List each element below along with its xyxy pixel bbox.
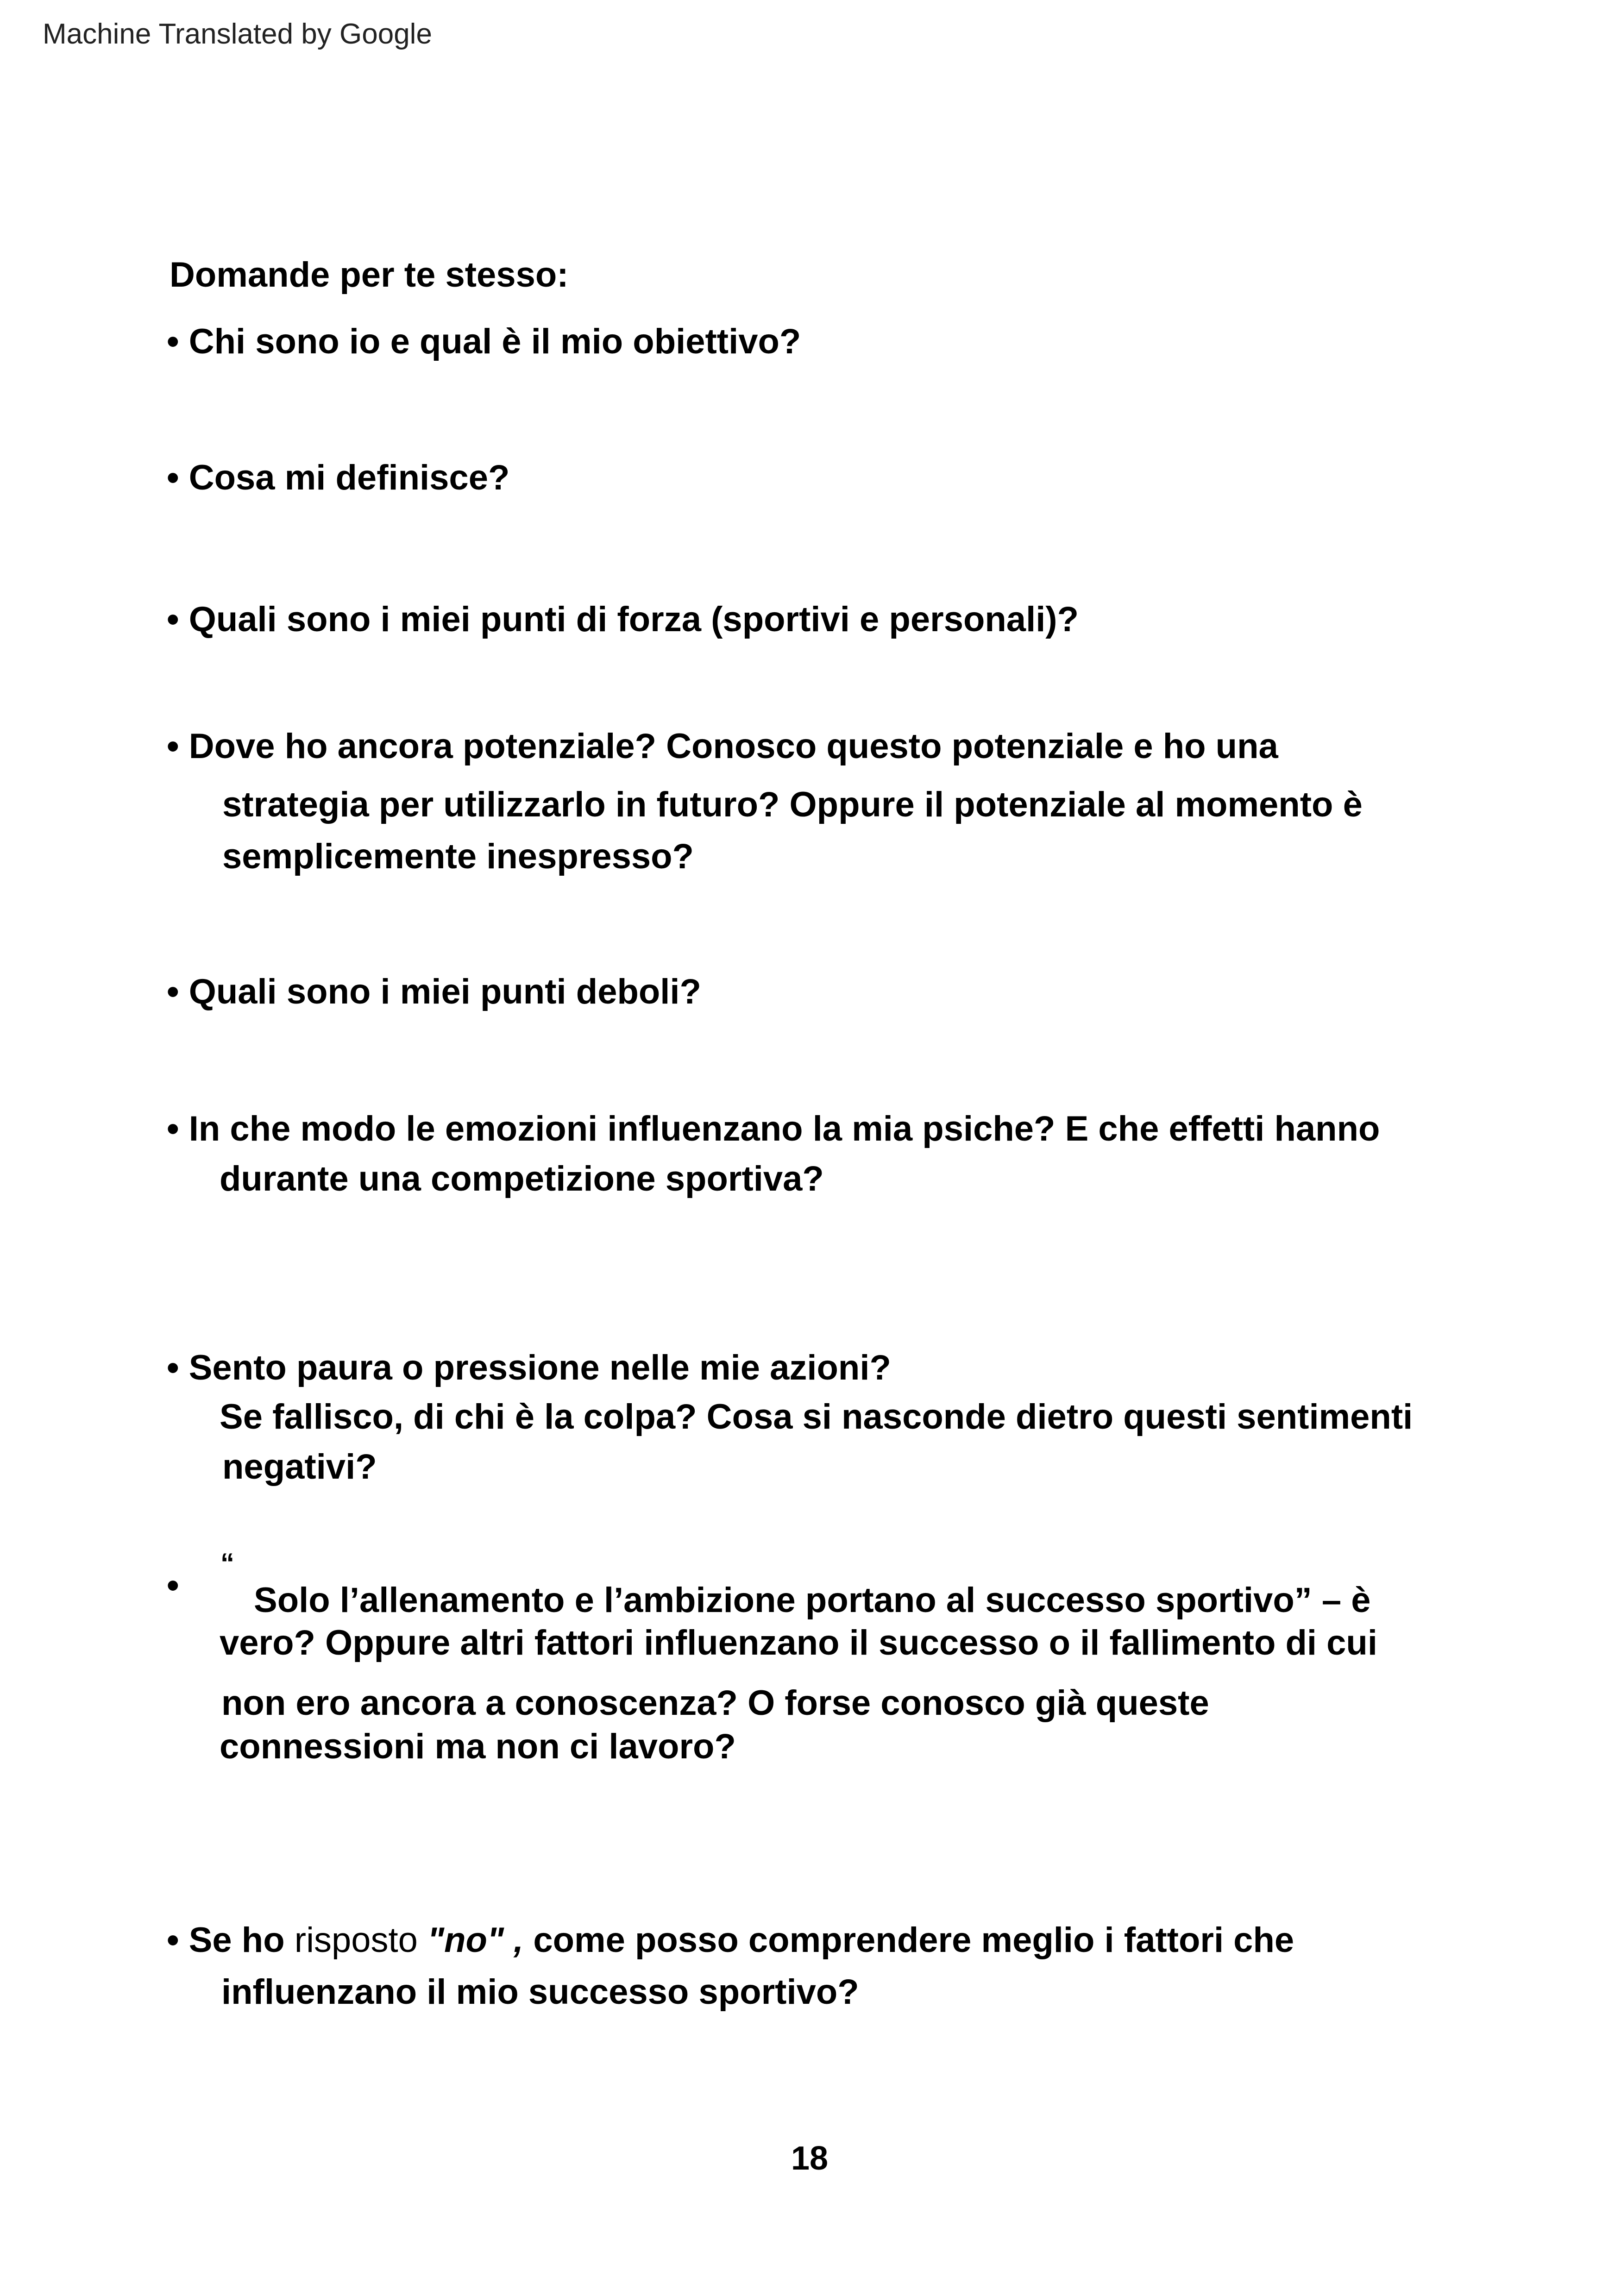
question-7-line-2: Se fallisco, di chi è la colpa? Cosa si nasconde dietro questi sentimenti: [220, 1397, 1413, 1437]
question-9-line-2: influenzano il mio successo sportivo?: [221, 1972, 859, 2012]
question-text-answered: risposto: [294, 1920, 418, 1960]
question-1: [167, 324, 801, 359]
question-8-line-4: connessioni ma non ci lavoro?: [220, 1727, 736, 1766]
question-9-line-1: [167, 1920, 1294, 1960]
machine-translation-note: Machine Translated by Google: [43, 18, 432, 50]
question-8-line-3: non ero ancora a conoscenza? O forse conosco già queste: [221, 1683, 1209, 1723]
bullet: •: [167, 322, 179, 361]
question-text: Quali sono i miei punti deboli?: [188, 972, 701, 1011]
question-6-line-1: [167, 1111, 1380, 1147]
bullet: •: [167, 458, 179, 497]
question-4-line-3: semplicemente inespresso?: [222, 837, 694, 876]
open-quote-mark: “: [220, 1548, 234, 1579]
question-text-end: come posso comprendere meglio i fattori che: [533, 1920, 1294, 1960]
question-text: Quali sono i miei punti di forza (sportivi e personali)?: [188, 600, 1079, 639]
question-8-line-2: vero? Oppure altri fattori influenzano il successo o il fallimento di cui: [220, 1623, 1377, 1662]
bullet: •: [167, 600, 179, 639]
question-4-line-2: strategia per utilizzarlo in futuro? Oppure il potenziale al momento è: [222, 785, 1363, 824]
answer-no: "no" ,: [427, 1920, 524, 1960]
question-text: In che modo le emozioni influenzano la mia psiche? E che effetti hanno: [188, 1109, 1380, 1148]
question-7-line-3: negativi?: [222, 1447, 377, 1487]
page-number: 18: [791, 2140, 829, 2177]
question-3: [167, 602, 1079, 637]
bullet: •: [167, 727, 179, 766]
question-text: Sento paura o pressione nelle mie azioni?: [188, 1348, 891, 1387]
question-text: Chi sono io e qual è il mio obiettivo?: [188, 322, 801, 361]
question-7-line-1: [167, 1350, 891, 1386]
question-2: [167, 460, 509, 496]
bullet: •: [167, 1920, 179, 1960]
question-8-line-1: Solo l’allenamento e l’ambizione portano al successo sportivo” – è: [254, 1581, 1371, 1620]
question-text-start: Se ho: [188, 1920, 285, 1960]
bullet: •: [167, 1348, 179, 1387]
bullet: •: [167, 1109, 179, 1148]
question-5: [167, 974, 701, 1010]
question-4-line-1: [167, 729, 1278, 764]
question-text: Cosa mi definisce?: [188, 458, 510, 497]
bullet: •: [167, 972, 179, 1011]
page-heading: Domande per te stesso:: [170, 255, 569, 295]
question-text: Dove ho ancora potenziale? Conosco questo potenziale e ho una: [188, 727, 1278, 766]
question-8-bullet: •: [167, 1566, 179, 1605]
question-6-line-2: durante una competizione sportiva?: [220, 1159, 824, 1198]
